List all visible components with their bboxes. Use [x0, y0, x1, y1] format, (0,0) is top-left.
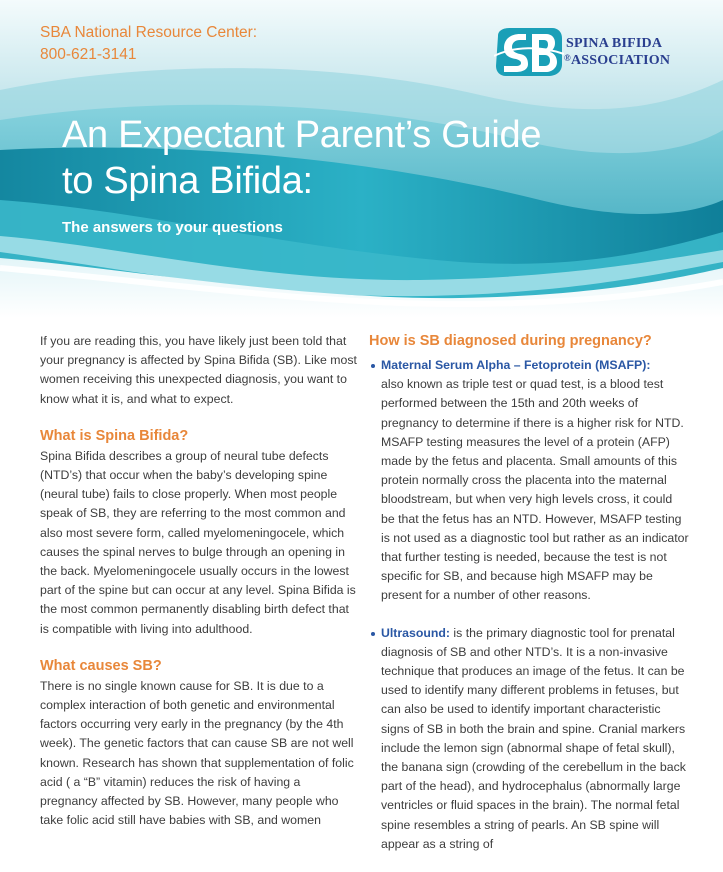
msafp-bullet [369, 356, 689, 606]
msafp-description: also known as triple test or quad test, is a blood test performed between the 15th and 20th weeks of pregnancy to determine if there is a higher risk for NTD. MSAFP testing measures the level of a protein (AFP) made by the fetus and placenta. Small amounts of this protein normally cross the placenta into the maternal bloodstream, but when very high levels cross, it could be that the fetus has an NTD. However, MSAFP testing is not used as a diagnostic tool but rather as an indicator that further testing is needed, because the test is not specific for SB, and because high MSAFP may be present for a number of other reasons. [381, 377, 689, 603]
left-column [40, 332, 358, 846]
intro-paragraph: If you are reading this, you have likely just been told that your pregnancy is affected by Spina Bifida (SB). Like most women receiving this unexpected diagnosis, you want to know what it is, and what to expect. [40, 334, 357, 406]
header-banner [0, 0, 723, 318]
page-title [62, 112, 662, 204]
logo-text-line2 [564, 53, 670, 69]
title-line-1: An Expectant Parent’s Guide [62, 114, 542, 156]
ultrasound-bullet [369, 624, 689, 854]
what-is-sb-paragraph: Spina Bifida describes a group of neural tube defects (NTD’s) that occur when the baby’s developing spine (neural tube) fails to close properly. When most people speak of SB, they are referring to the most common and also most severe form, called myelomeningocele, which causes the spinal nerves to bulge through an opening in the back. Myelomeningocele usually occurs in the lowest part of the spine but can occur at any level. Spina Bifida is the most common permanently disabling birth defect that is compatible with living into adulthood. [40, 448, 356, 636]
spina-bifida-association-logo [494, 26, 694, 78]
ultrasound-description: is the primary diagnostic tool for prenatal diagnosis of SB and other NTD’s. It is a non-invasive technique that produces an image of the fetus. It can be used to identify many different problems in fetuses, but can also be used to identify important characteristic signs of SB in both the brain and spine. Cranial markers include the lemon sign (abnormal shape of fetal skull), the banana sign (crowding of the cerebellum in the back part of the head), and hydrocephalus (abnormally large ventricles or fluid spaces in the brain). The normal fetal spine resembles a string of pearls. An SB spine will appear as a string of [381, 625, 686, 851]
registered-mark-icon: ® [564, 53, 571, 63]
right-column [369, 330, 689, 872]
msafp-term: Maternal Serum Alpha – Fetoprotein (MSAFP): [381, 358, 651, 372]
page-subtitle: The answers to your questions [62, 219, 283, 236]
what-is-sb-heading: What is Spina Bifida? [40, 427, 189, 444]
what-causes-heading: What causes SB? [40, 657, 162, 674]
logo-text-line1: SPINA BIFIDA [566, 36, 663, 51]
title-line-2: to Spina Bifida: [62, 160, 313, 202]
resource-center-name: SBA National Resource Center: [40, 24, 258, 41]
resource-center-phone: 800-621-3141 [40, 46, 137, 63]
sb-logo-icon [494, 26, 564, 78]
ultrasound-term: Ultrasound: [381, 625, 450, 640]
what-causes-paragraph: There is no single known cause for SB. It is due to a complex interaction of both genetic and environmental factors occurring very early in the pregnancy (by the 4th week). The genetic factors that can cause SB are not well known. Research has shown that supplementation of folic acid ( a “B” vitamin) reduces the risk of having a pregnancy affected by SB. However, many people who take folic acid still have babies with SB, and women [40, 678, 354, 828]
diagnosis-heading: How is SB diagnosed during pregnancy? [369, 333, 652, 349]
logo-text-line2-word: ASSOCIATION [570, 53, 671, 68]
